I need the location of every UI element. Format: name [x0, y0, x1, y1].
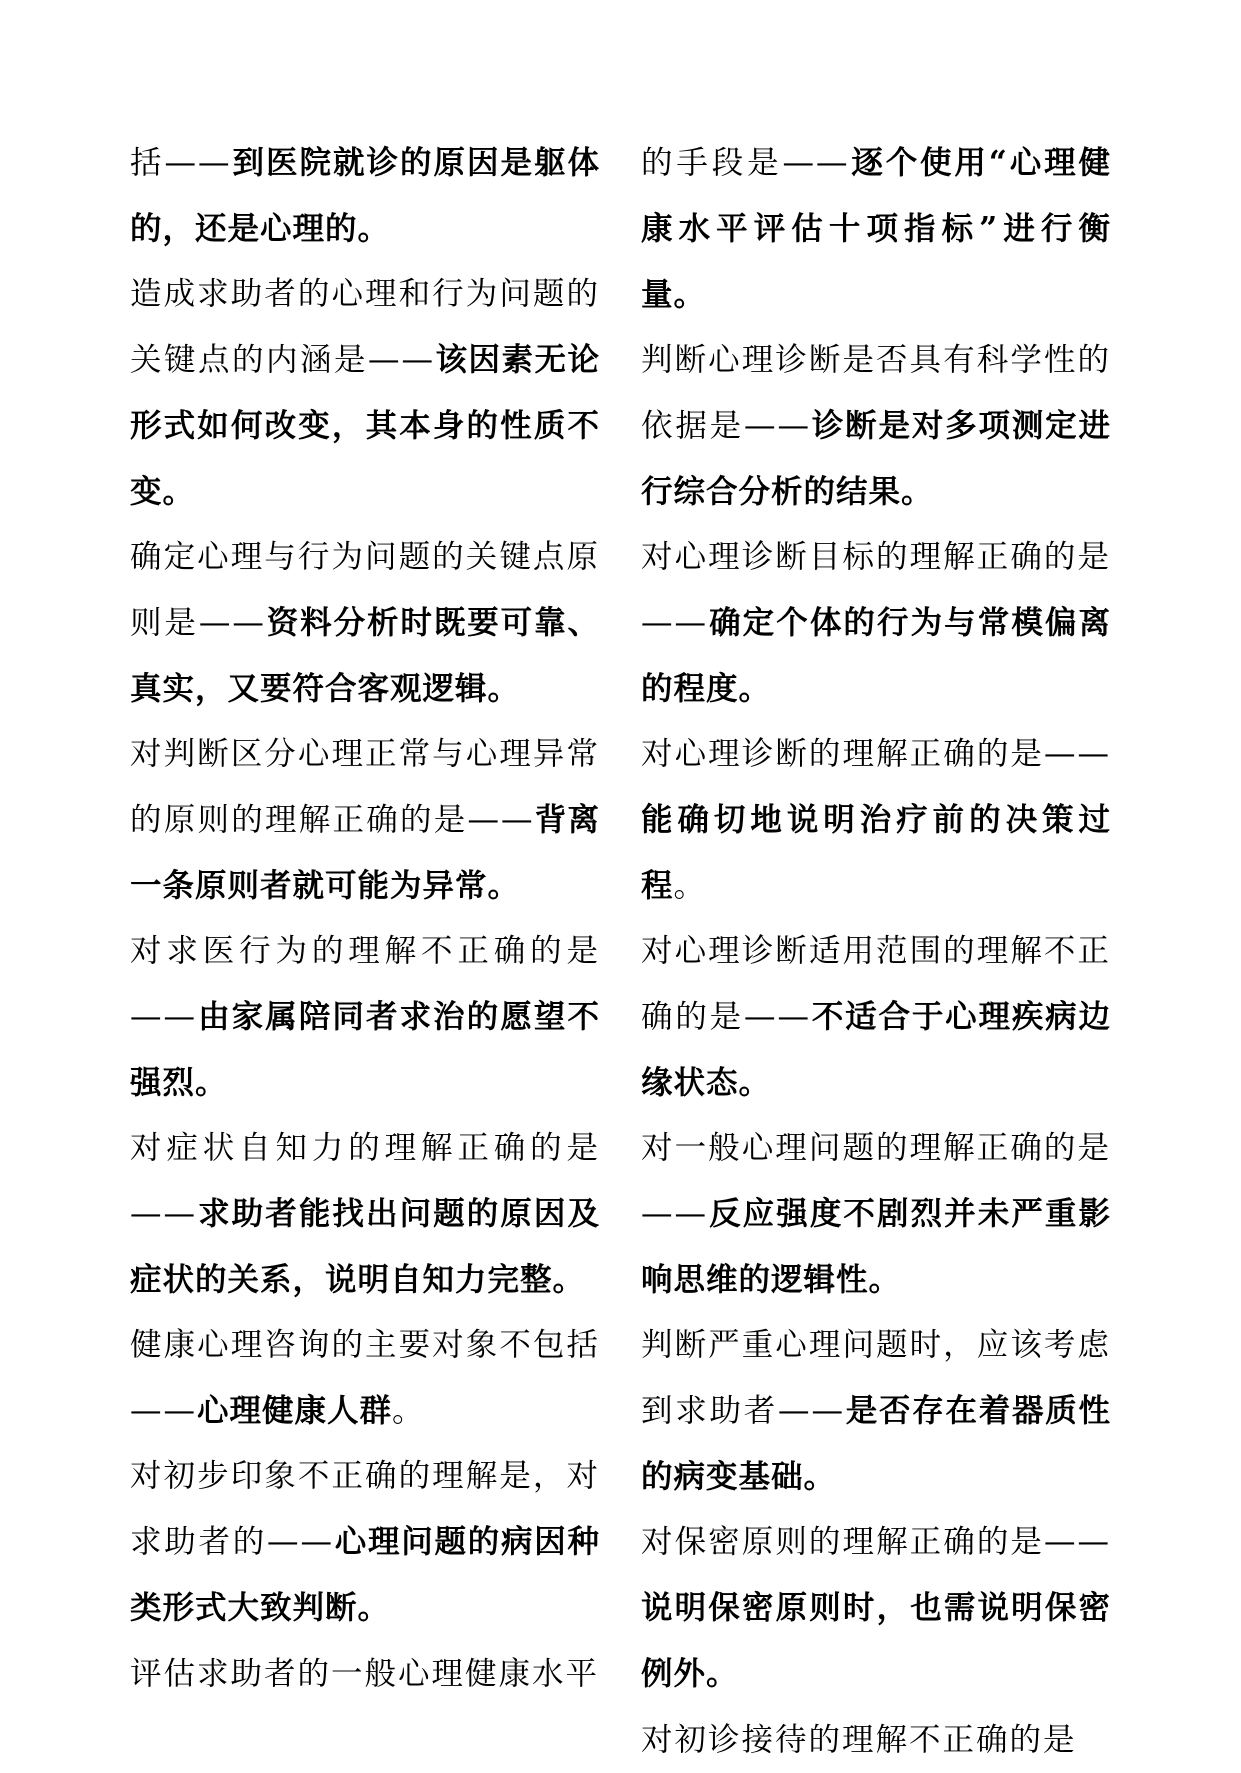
qa-entry: [130, 262, 600, 525]
answer-text: 求助者能找出问题的原因及症状的关系，说明自知力完整。: [130, 1195, 600, 1298]
qa-entry: [130, 1444, 600, 1641]
question-text: 造成求助者的心理和行为问题的关键点的内涵是——: [130, 276, 600, 378]
question-text: 对保密原则的理解正确的是——: [641, 1524, 1111, 1560]
question-text: 对症状自知力的理解正确的是——: [130, 1130, 600, 1232]
qa-entry: [641, 525, 1111, 722]
question-text: 评估求助者的一般心理健康水平: [130, 1656, 600, 1692]
qa-entry: [641, 1707, 1111, 1773]
question-text: 括——: [130, 145, 232, 181]
qa-entry: [130, 525, 600, 722]
answer-text: 心理问题的病因种类形式大致判断。: [130, 1523, 600, 1626]
qa-entry: [641, 328, 1111, 525]
qa-entry: [130, 1313, 600, 1444]
qa-entry: [130, 919, 600, 1116]
question-text: 对判断区分心理正常与心理异常的原则的理解正确的是——: [130, 736, 600, 838]
answer-text: 背离一条原则者就可能为异常。: [130, 801, 600, 904]
question-text: 健康心理咨询的主要对象不包括——: [130, 1327, 600, 1429]
answer-text: 心理健康人群: [197, 1392, 393, 1429]
question-text: 确定心理与行为问题的关键点原则是——: [130, 539, 600, 641]
question-text: 对初步印象不正确的理解是，对求助者的——: [130, 1458, 600, 1560]
qa-entry: [130, 722, 600, 919]
answer-text: 资料分析时既要可靠、真实，又要符合客观逻辑。: [130, 604, 600, 707]
qa-entry: [130, 130, 600, 262]
answer-text: 确定个体的行为与常模偏离的程度。: [641, 604, 1111, 707]
question-text: 对初诊接待的理解不正确的是: [641, 1722, 1077, 1758]
qa-entry: [641, 722, 1111, 919]
answer-text: 是否存在着器质性的病变基础。: [641, 1392, 1111, 1495]
answer-text: 逐个使用“心理健康水平评估十项指标”进行衡量。: [641, 144, 1111, 313]
question-text: 对心理诊断的理解正确的是——: [641, 736, 1111, 772]
question-text: 对求医行为的理解不正确的是——: [130, 933, 600, 1035]
right-column: [641, 130, 1111, 1773]
qa-entry: [641, 130, 1111, 328]
question-text: 判断心理诊断是否具有科学性的依据是——: [641, 342, 1111, 444]
answer-text: 诊断是对多项测定进行综合分析的结果。: [641, 407, 1111, 510]
answer-text: 到医院就诊的原因是躯体的，还是心理的。: [130, 144, 600, 247]
qa-entry: [641, 919, 1111, 1116]
question-text: 判断严重心理问题时，应该考虑到求助者——: [641, 1327, 1111, 1429]
answer-tail: 。: [673, 868, 708, 904]
answer-text: 反应强度不剧烈并未严重影响思维的逻辑性。: [641, 1195, 1111, 1298]
answer-text: 该因素无论形式如何改变，其本身的性质不变。: [130, 341, 600, 510]
qa-entry: [130, 1641, 600, 1707]
question-text: 的手段是——: [641, 145, 850, 181]
qa-entry: [130, 1116, 600, 1313]
left-column: [130, 130, 600, 1707]
qa-entry: [641, 1116, 1111, 1313]
qa-entry: [641, 1313, 1111, 1510]
answer-text: 由家属陪同者求治的愿望不强烈。: [130, 998, 600, 1101]
question-text: 对心理诊断目标的理解正确的是——: [641, 539, 1111, 641]
answer-text: 不适合于心理疾病边缘状态。: [641, 998, 1111, 1101]
qa-entry: [641, 1510, 1111, 1707]
question-text: 对一般心理问题的理解正确的是——: [641, 1130, 1111, 1232]
answer-text: 说明保密原则时，也需说明保密例外。: [641, 1589, 1111, 1692]
answer-tail: 。: [392, 1393, 426, 1429]
answer-text: 能确切地说明治疗前的决策过程: [641, 801, 1111, 904]
question-text: 对心理诊断适用范围的理解不正确的是——: [641, 933, 1111, 1035]
